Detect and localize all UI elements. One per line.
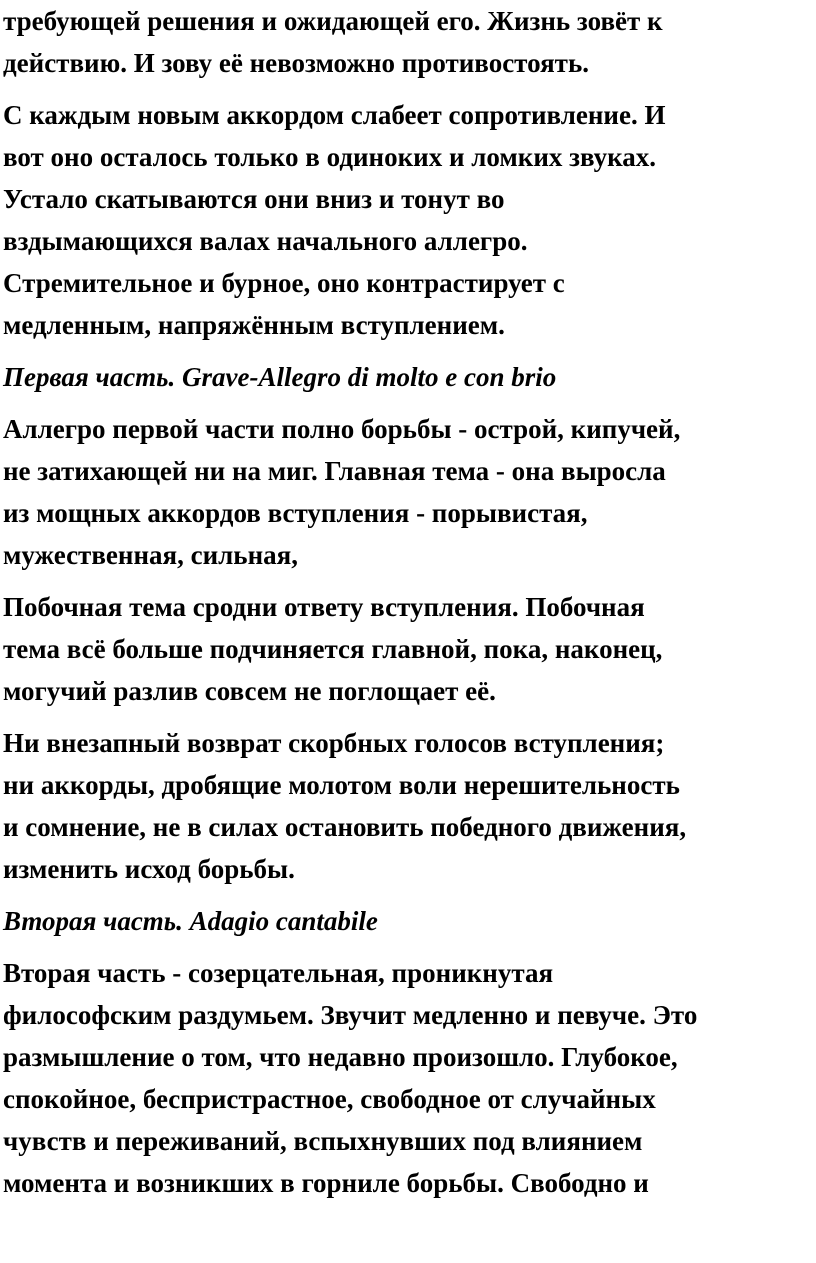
text-line: изменить исход борьбы. [3,854,295,884]
paragraph-5 [3,722,813,890]
paragraph-4 [3,586,813,712]
text-line: Стремительное и бурное, оно контрастирует с [3,268,565,298]
text-line: момента и возникших в горниле борьбы. Свободно и [3,1168,649,1198]
text-line: вот оно осталось только в одиноких и ломких звуках. [3,142,657,172]
text-line: Вторая часть - созерцательная, проникнутая [3,958,554,988]
paragraph-1 [3,0,813,84]
heading-line: Вторая часть. Adagio cantabile [3,906,378,936]
text-line: и сомнение, не в силах остановить победного движения, [3,812,687,842]
text-line: действию. И зову её невозможно противостоять. [3,48,589,78]
paragraph-3 [3,408,813,576]
section-heading-first-part [3,356,813,398]
section-heading-second-part [3,900,813,942]
text-line: из мощных аккордов вступления - порывистая, [3,498,588,528]
text-line: чувств и переживаний, вспыхнувших под влиянием [3,1126,643,1156]
text-line: тема всё больше подчиняется главной, пока, наконец, [3,634,663,664]
text-line: С каждым новым аккордом слабеет сопротивление. И [3,100,666,130]
text-line: ни аккорды, дробящие молотом воли нерешительность [3,770,680,800]
text-line: размышление о том, что недавно произошло. Глубокое, [3,1042,678,1072]
text-line: Ни внезапный возврат скорбных голосов вступления; [3,728,665,758]
text-line: Побочная тема сродни ответу вступления. Побочная [3,592,645,622]
paragraph-6 [3,952,813,1204]
text-line: не затихающей ни на миг. Главная тема - она выросла [3,456,666,486]
text-line: требующей решения и ожидающей его. Жизнь зовёт к [3,6,663,36]
text-line: вздымающихся валах начального аллегро. [3,226,528,256]
heading-line: Первая часть. Grave-Allegro di molto e con brio [3,362,557,392]
text-line: медленным, напряжённым вступлением. [3,310,505,340]
text-line: философским раздумьем. Звучит медленно и певуче. Это [3,1000,698,1030]
paragraph-2 [3,94,813,346]
text-line: могучий разлив совсем не поглощает её. [3,676,496,706]
document-page [3,0,813,1204]
text-line: Устало скатываются они вниз и тонут во [3,184,505,214]
text-line: Аллегро первой части полно борьбы - острой, кипучей, [3,414,681,444]
text-line: мужественная, сильная, [3,540,298,570]
text-line: спокойное, беспристрастное, свободное от случайных [3,1084,656,1114]
